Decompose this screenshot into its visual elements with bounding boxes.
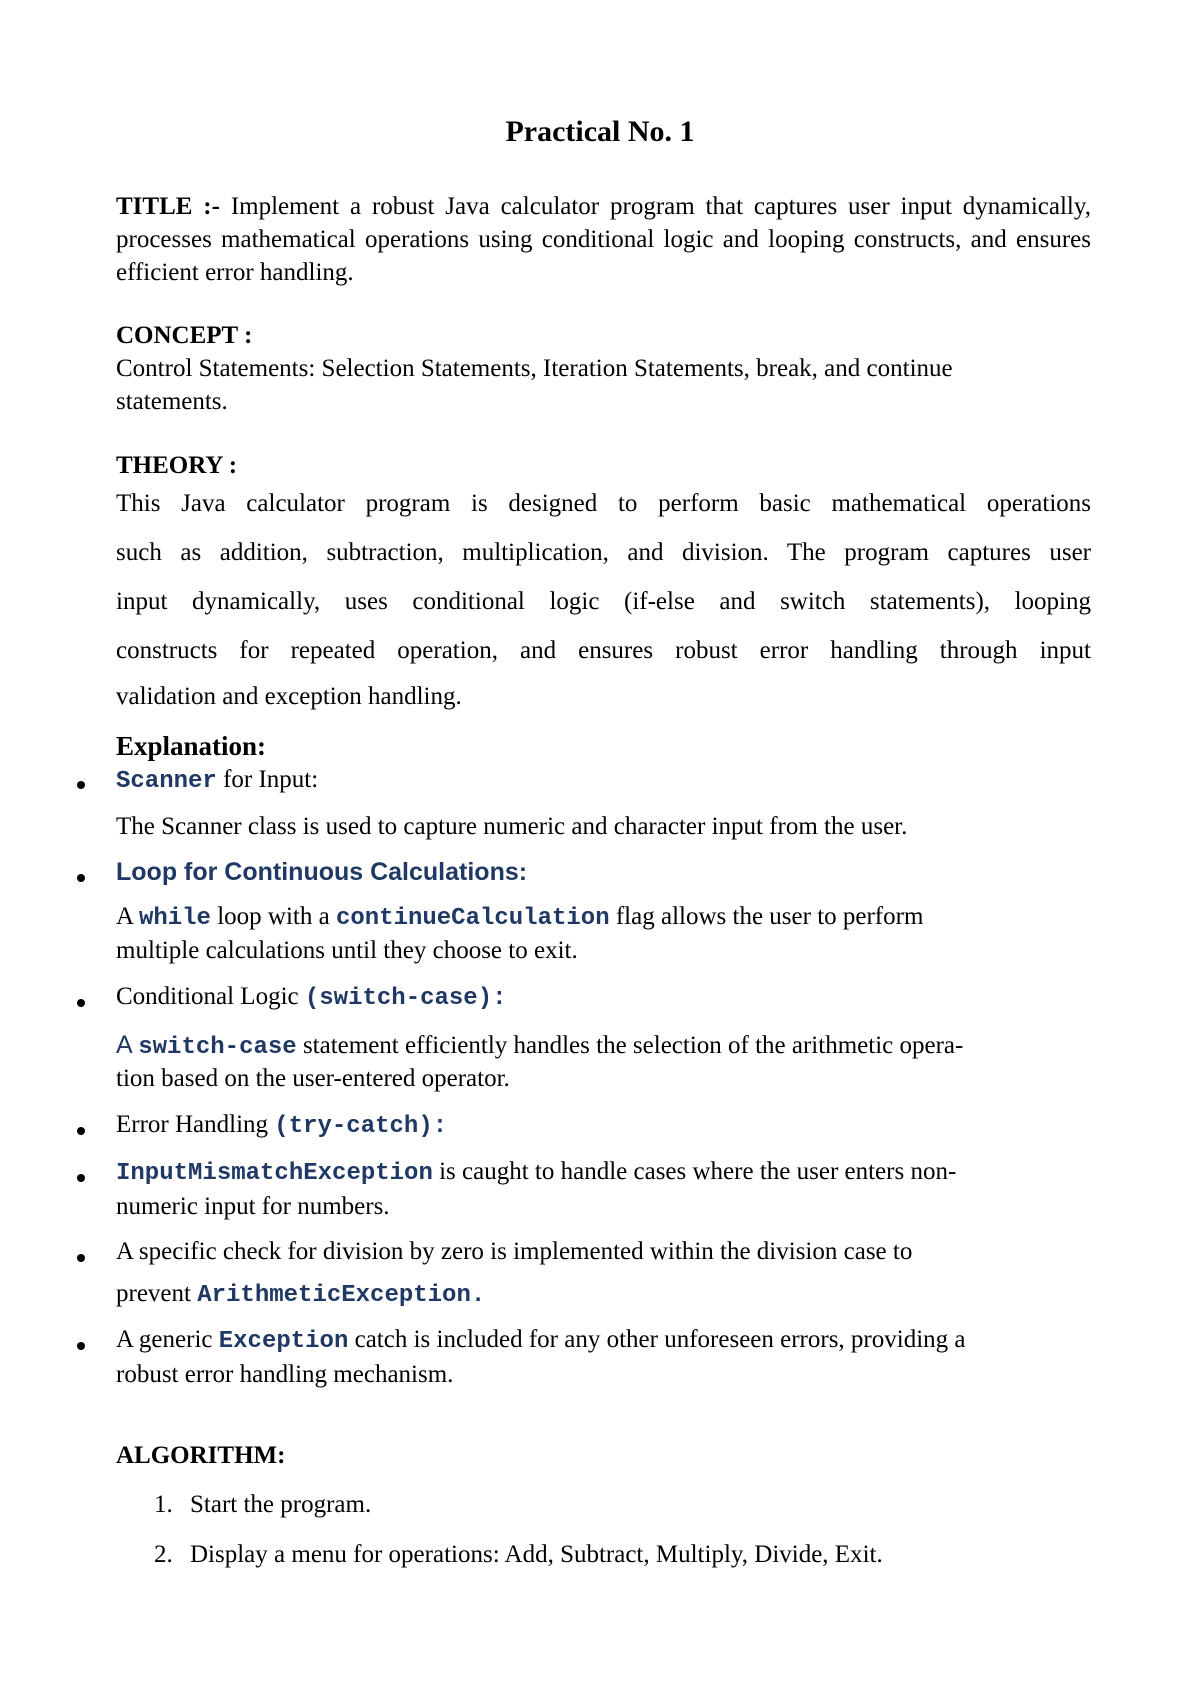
conditional-item: Conditional Logic (switch-case): <box>116 983 507 1012</box>
bullet-icon <box>77 1127 85 1135</box>
bullet-icon <box>77 1174 85 1182</box>
bullet-icon <box>77 874 85 882</box>
theory-heading: THEORY : <box>116 452 238 479</box>
scanner-item <box>116 766 318 795</box>
bullet-icon <box>77 781 85 789</box>
bullet-icon <box>77 999 85 1007</box>
title-paragraph <box>116 190 1091 289</box>
theory-line-4: constructs for repeated operation, and ensures robust error handling through input <box>116 637 1091 664</box>
division-check-line-2: prevent ArithmeticException. <box>116 1280 486 1309</box>
theory-line-3: input dynamically, uses conditional logic (if-else and switch statements), looping <box>116 588 1091 615</box>
algorithm-heading: ALGORITHM: <box>116 1442 286 1469</box>
concept-heading: CONCEPT : <box>116 322 253 349</box>
input-mismatch-code: InputMismatchException <box>116 1160 433 1187</box>
bullet-icon <box>77 1342 85 1350</box>
concept-line-2: statements. <box>116 388 228 415</box>
continue-flag-code: continueCalculation <box>335 905 610 932</box>
explanation-heading: Explanation: <box>116 731 267 761</box>
generic-exception-line-2: robust error handling mechanism. <box>116 1361 454 1388</box>
theory-line-5: validation and exception handling. <box>116 683 462 710</box>
scanner-code: Scanner <box>116 768 217 795</box>
arithmetic-exception-code: ArithmeticException. <box>197 1282 486 1309</box>
algorithm-step: Display a menu for operations: Add, Subtract, Multiply, Divide, Exit. <box>190 1541 883 1568</box>
division-check-line-1: A specific check for division by zero is implemented within the division case to <box>116 1238 913 1265</box>
input-mismatch-line-1: InputMismatchException is caught to handle cases where the user enters non- <box>116 1158 957 1187</box>
input-mismatch-line-2: numeric input for numbers. <box>116 1193 390 1220</box>
concept-line-1: Control Statements: Selection Statements, Iteration Statements, break, and continue <box>116 355 953 382</box>
theory-line-1: This Java calculator program is designed to perform basic mathematical operations <box>116 490 1091 517</box>
scanner-label: for Input: <box>216 766 319 793</box>
switch-description-line-2: tion based on the user-entered operator. <box>116 1065 510 1092</box>
generic-exception-line-1: A generic Exception catch is included for any other unforeseen errors, providing a <box>116 1326 966 1355</box>
switch-case-code: (switch-case): <box>304 985 507 1012</box>
loop-description-line-2: multiple calculations until they choose to exit. <box>116 937 578 964</box>
theory-line-2: such as addition, subtraction, multiplication, and division. The program captures user <box>116 539 1091 566</box>
title-label: TITLE :- <box>116 193 220 220</box>
algorithm-step-number: 1. <box>154 1491 173 1518</box>
while-code: while <box>138 905 211 932</box>
title-text: Implement a robust Java calculator program that captures user input dynamically, processes mathematical operations using conditional logic and looping constructs, and ensures efficient error handling. <box>116 193 1092 286</box>
bullet-icon <box>77 1254 85 1262</box>
exception-code: Exception <box>218 1328 349 1355</box>
loop-description-line-1: A while loop with a continueCalculation flag allows the user to perform <box>116 903 924 932</box>
error-handling-item: Error Handling (try-catch): <box>116 1111 448 1140</box>
algorithm-step: Start the program. <box>190 1491 372 1518</box>
switch-case-inline-code: switch-case <box>138 1034 297 1061</box>
page-title: Practical No. 1 <box>505 115 695 148</box>
algorithm-step-number: 2. <box>154 1541 173 1568</box>
loop-heading: Loop for Continuous Calculations: <box>116 858 528 886</box>
scanner-description: The Scanner class is used to capture numeric and character input from the user. <box>116 813 908 840</box>
try-catch-code: (try-catch): <box>274 1113 448 1140</box>
switch-description-line-1: A switch-case statement efficiently handles the selection of the arithmetic opera- <box>116 1031 964 1061</box>
